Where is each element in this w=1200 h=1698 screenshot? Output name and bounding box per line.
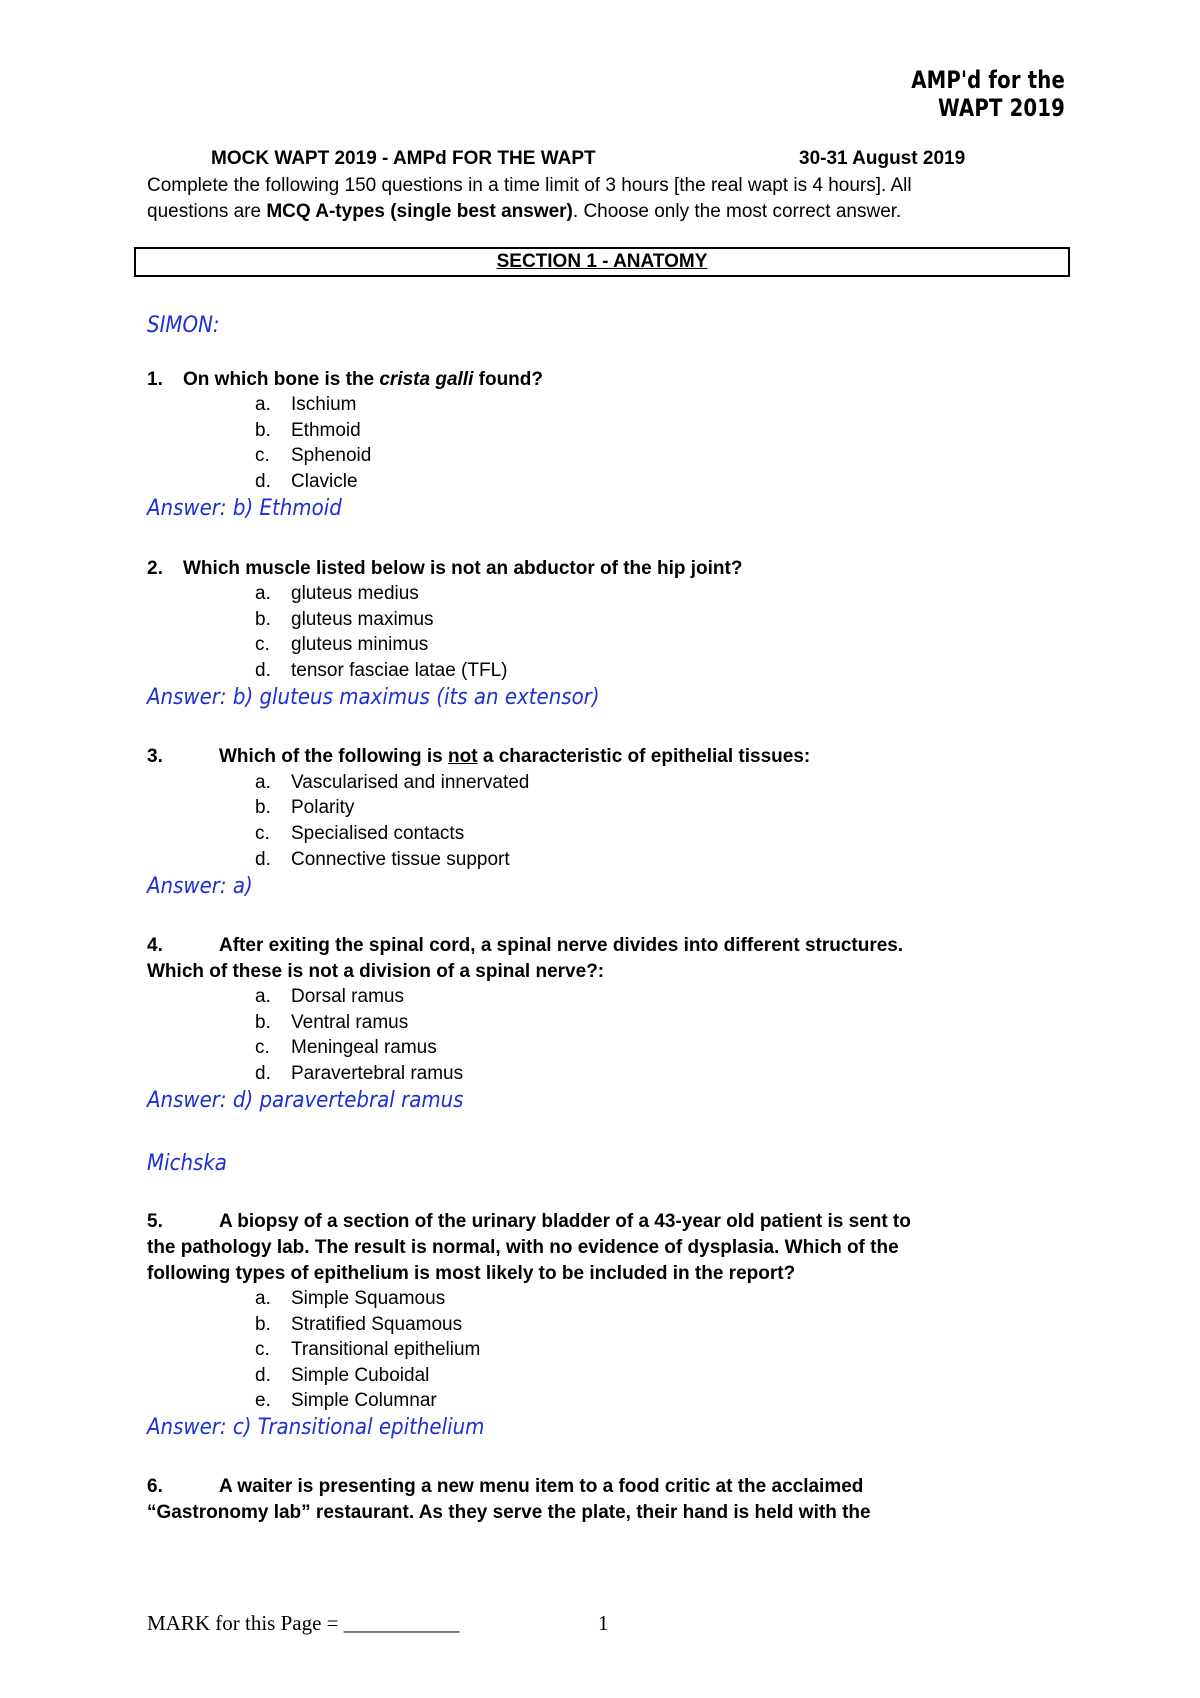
running-header: AMP'd for the WAPT 2019 [911,66,1065,122]
option-letter: a. [255,986,271,1007]
q4-option-c [255,1035,437,1061]
q2-option-d [255,658,507,684]
q5-option-e [255,1388,437,1414]
q3-option-c [255,821,464,847]
option-letter: b. [255,1314,271,1335]
q1-option-b [255,418,361,444]
page-number: 1 [598,1611,609,1635]
question-line-2: Which of these is not a division of a spinal nerve?: [147,961,605,982]
q5-answer: Answer: c) Transitional epithelium [147,1415,485,1440]
question-text: Which muscle listed below is not an abductor of the hip joint? [183,558,743,579]
question-5 [147,1209,1067,1287]
q4-option-b [255,1010,408,1036]
question-line-3: following types of epithelium is most likely to be included in the report? [147,1263,796,1284]
instructions-line-2 [147,199,1077,225]
question-line-1 [147,1474,1067,1500]
option-letter: b. [255,1012,271,1033]
option-text: Ischium [291,394,357,415]
q4-option-d [255,1061,463,1087]
title-left: MOCK WAPT 2019 - AMPd FOR THE WAPT [211,148,596,169]
option-letter: c. [255,1339,270,1360]
question-text-end: found? [473,369,543,390]
q1-answer: Answer: b) Ethmoid [147,496,342,521]
question-text: A biopsy of a section of the urinary bladder of a 43-year old patient is sent to [219,1211,911,1232]
option-text: gluteus minimus [291,634,429,655]
title-date: 30-31 August 2019 [799,148,966,169]
question-line-2: “Gastronomy lab” restaurant. As they serve the plate, their hand is held with the [147,1502,871,1523]
question-line-2: the pathology lab. The result is normal, with no evidence of dysplasia. Which of the [147,1237,899,1258]
question-text-underlined: not [448,746,478,767]
option-text: Stratified Squamous [291,1314,463,1335]
section-heading: SECTION 1 - ANATOMY [134,247,1070,277]
q4-option-a [255,984,404,1010]
question-text: On which bone is the [183,369,380,390]
option-text: Connective tissue support [291,849,510,870]
question-number: 3. [147,746,163,767]
option-text: Dorsal ramus [291,986,404,1007]
option-letter: b. [255,609,271,630]
mark-field-label: MARK for this Page = ___________ [147,1611,460,1635]
question-line-1 [147,1209,1067,1235]
q2-answer: Answer: b) gluteus maximus (its an extensor) [147,685,600,710]
option-text: Specialised contacts [291,823,465,844]
option-letter: a. [255,1288,271,1309]
q3-option-d [255,847,510,873]
author-michska: Michska [147,1151,227,1176]
author-simon: SIMON: [147,313,220,338]
option-letter: e. [255,1390,271,1411]
question-text: Which of the following is [219,746,449,767]
q1-option-a [255,392,356,418]
question-number: 5. [147,1211,163,1232]
option-letter: c. [255,823,270,844]
question-4 [147,933,1067,985]
question-number: 1. [147,369,163,390]
q2-option-b [255,607,434,633]
q1-option-c [255,443,371,469]
question-3 [147,744,1067,770]
option-letter: a. [255,772,271,793]
option-letter: b. [255,797,271,818]
instructions [147,173,1077,225]
option-letter: d. [255,471,271,492]
q5-option-d [255,1363,429,1389]
option-text: Paravertebral ramus [291,1063,464,1084]
question-text-end: a characteristic of epithelial tissues: [477,746,811,767]
question-1 [147,367,1067,393]
option-text: gluteus maximus [291,609,434,630]
q4-answer: Answer: d) paravertebral ramus [147,1088,464,1113]
option-text: Simple Squamous [291,1288,446,1309]
instructions-text-end: . Choose only the most correct answer. [572,201,902,222]
option-text: Vascularised and innervated [291,772,530,793]
instructions-line-1: Complete the following 150 questions in a time limit of 3 hours [the real wapt is 4 hours]. All [147,175,912,196]
q5-option-c [255,1337,480,1363]
option-text: tensor fasciae latae (TFL) [291,660,508,681]
option-letter: c. [255,634,270,655]
option-text: Sphenoid [291,445,372,466]
q2-option-a [255,581,419,607]
question-text-italic: crista galli [379,369,474,390]
question-text: After exiting the spinal cord, a spinal nerve divides into different structures. [219,935,904,956]
question-6 [147,1474,1067,1526]
option-text: Simple Columnar [291,1390,437,1411]
option-text: gluteus medius [291,583,419,604]
q5-option-a [255,1286,445,1312]
option-letter: c. [255,1037,270,1058]
option-text: Clavicle [291,471,358,492]
question-line-1 [147,933,1067,959]
instructions-text: questions are [147,201,267,222]
option-letter: d. [255,1063,271,1084]
question-number: 4. [147,935,163,956]
option-text: Meningeal ramus [291,1037,437,1058]
q1-option-d [255,469,358,495]
option-text: Simple Cuboidal [291,1365,430,1386]
option-letter: a. [255,394,271,415]
option-letter: d. [255,849,271,870]
document-title [147,148,1069,174]
option-text: Ethmoid [291,420,361,441]
q5-option-b [255,1312,462,1338]
option-text: Polarity [291,797,355,818]
q2-option-c [255,632,428,658]
option-letter: d. [255,660,271,681]
question-2 [147,556,1067,582]
option-letter: b. [255,420,271,441]
q3-answer: Answer: a) [147,874,253,899]
q3-option-b [255,795,354,821]
option-letter: d. [255,1365,271,1386]
option-letter: a. [255,583,271,604]
option-text: Transitional epithelium [291,1339,481,1360]
question-text: A waiter is presenting a new menu item to a food critic at the acclaimed [219,1476,864,1497]
option-letter: c. [255,445,270,466]
question-number: 6. [147,1476,163,1497]
option-text: Ventral ramus [291,1012,409,1033]
instructions-bold: MCQ A-types (single best answer) [266,201,573,222]
q3-option-a [255,770,529,796]
question-number: 2. [147,558,163,579]
